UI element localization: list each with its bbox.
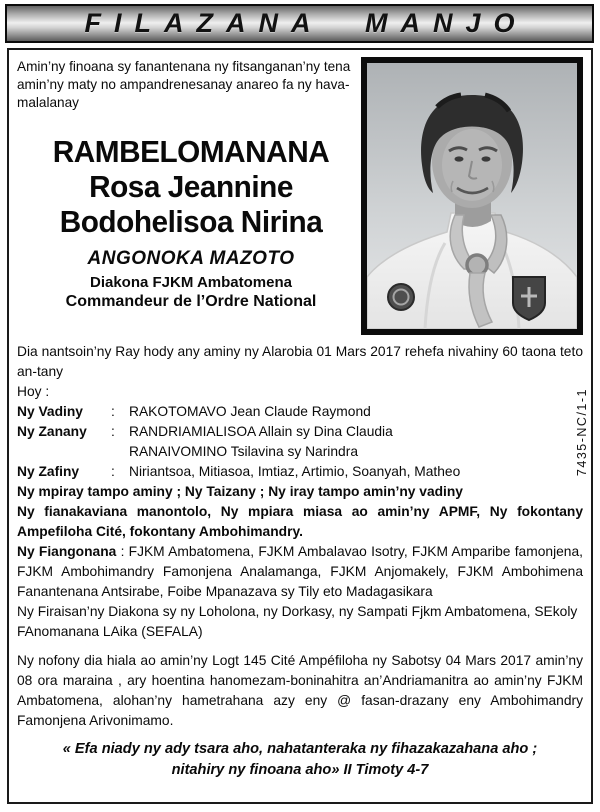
- hoy-label: Hoy :: [17, 384, 50, 399]
- bible-quote: [17, 739, 583, 781]
- bible-quote-line2: nitahiry ny finoana aho» II Timoty 4-7: [171, 762, 429, 778]
- deceased-church-role: Diakona FJKM Ambatomena: [90, 274, 292, 291]
- family-row-grandchildren: [17, 462, 583, 482]
- title-banner: [5, 4, 594, 43]
- reference-code: 7435-NC/1-1: [575, 388, 589, 477]
- notice-frame: [7, 48, 593, 804]
- badge-round: [388, 284, 414, 310]
- deceased-names: [17, 134, 365, 311]
- scarf-ring: [467, 255, 487, 275]
- funeral-details: Ny nofony dia hiala ao amin’ny Logt 145 Cité Ampéfiloha ny Sabotsy 04 Mars 2017 amin’ny 08 ora maraina , ary hoentina hanomezam-boninahitra an’Andriamanitra ao amin’ny FJKM Ambatomena, alohan’ny hametrahana azy eny @ fasan-drazany eny Ambohimandry Famonjena Arivonimamo.: [17, 653, 583, 728]
- church-label: Ny Fiangonana: [17, 544, 117, 559]
- bible-quote-line1: « Efa niady ny ady tsara aho, nahatanteraka ny fihazakazahana aho ;: [62, 741, 538, 757]
- death-announcement: Dia nantsoin’ny Ray hody any aminy ny Alarobia 01 Mars 2017 rehefa nivahiny 60 taona teto an-tany: [17, 344, 583, 379]
- page-title: FILAZANA MANJO: [84, 8, 528, 38]
- family-colon: :: [111, 404, 115, 419]
- header-area: [17, 55, 583, 342]
- church-list: : FJKM Ambatomena, FJKM Ambalavao Isotry, FJKM Amparibe famonjena, FJKM Ambohimandry Famonjena Analamanga, FJKM Anjomakely, FJKM Ambohimena Fanantenana Antsirabe, Foibe Mpanazava sy Tily eto Madagasikara: [17, 544, 583, 599]
- family-label: Ny Zafiny: [17, 464, 80, 479]
- portrait-photo: [361, 57, 583, 335]
- intro-and-names: [17, 55, 365, 311]
- deceased-honor: Commandeur de l’Ordre National: [65, 293, 317, 310]
- relatives-line: Ny mpiray tampo aminy ; Ny Taizany ; Ny iray tampo amin’ny vadiny: [17, 484, 463, 499]
- family-value: Niriantsoa, Mitiasoa, Imtiaz, Artimio, Soanyah, Matheo: [129, 464, 461, 479]
- family-row-spouse: [17, 402, 583, 422]
- deceased-given-names-2: Bodohelisoa Nirina: [59, 204, 323, 239]
- family-value: RANDRIAMIALISOA Allain sy Dina Claudia: [129, 424, 393, 439]
- portrait-illustration: [367, 63, 577, 329]
- family-groups-line: Ny fianakaviana manontolo, Ny mpiara miasa ao amin’ny APMF, Ny fokontany Ampefiloha Cité, fokontany Ambohimandry.: [17, 504, 583, 539]
- deceased-surname: RAMBELOMANANA: [52, 134, 330, 169]
- church-paragraph: [17, 542, 583, 602]
- announcement-body: [17, 342, 583, 781]
- family-label: Ny Vadiny: [17, 404, 83, 419]
- family-value: RAKOTOMAVO Jean Claude Raymond: [129, 404, 371, 419]
- eye-right: [482, 156, 491, 161]
- deceased-given-names-1: Rosa Jeannine: [89, 169, 293, 204]
- eye-left: [455, 156, 464, 161]
- family-label: Ny Zanany: [17, 424, 87, 439]
- family-colon: :: [111, 464, 115, 479]
- associations-paragraph: Ny Firaisan’ny Diakona sy ny Loholona, ny Dorkasy, ny Sampati Fjkm Ambatomena, SEkoly FAnomanana LAika (SEFALA): [17, 604, 578, 639]
- family-colon: :: [111, 424, 115, 439]
- family-row-children: [17, 422, 583, 442]
- intro-text: Amin’ny finoana sy fanantenana ny fitsanganan’ny tena amin’ny maty no ampandrenesanay anareo fa ny hava-malalanay: [17, 59, 351, 110]
- family-value-continued: RANAIVOMINO Tsilavina sy Narindra: [129, 444, 358, 459]
- deceased-alias: ANGONOKA MAZOTO: [87, 248, 295, 269]
